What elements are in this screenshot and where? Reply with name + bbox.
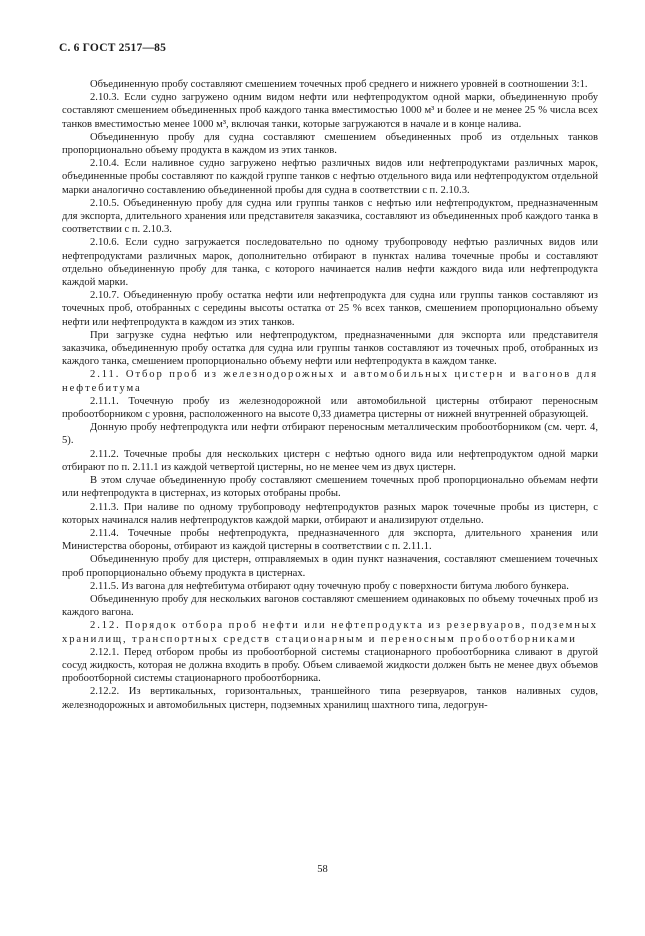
section-heading-2-12: 2.12. Порядок отбора проб нефти или нефтепродукта из резервуаров, подземных хранилищ, транспортных средств стационарным и переносным пробоотборниками xyxy=(62,620,598,645)
paragraph: 2.10.6. Если судно загружается последовательно по одному трубопроводу нефтью различных видов или нефтепродуктами различных марок, дополнительно отбирают в пунктах налива точечные пробы и составляют отдельно объединенную пробу для танка, с которого начинается налив нефти каждого вида или нефтепродукта каждой марки. xyxy=(62,237,598,289)
paragraph: 2.10.5. Объединенную пробу для судна или группы танков с нефтью или нефтепродуктом, предназначенным для экспорта, длительного хранения или представителя заказчика, составляют из объединенных проб каждого танка в соответствии с п. 2.10.3. xyxy=(62,197,598,236)
page-number: 58 xyxy=(317,864,328,875)
paragraph: 2.10.4. Если наливное судно загружено нефтью различных видов или нефтепродуктами различных марок, объединенные пробы составляют по каждой группе танков с нефтью отдельного вида или нефтепродуктом отдельной марки аналогично составлению объединенной пробы для судна в соответствии с п. 2.10.3. xyxy=(62,158,598,196)
paragraph: Объединенную пробу составляют смешением точечных проб среднего и нижнего уровней в соотношении 3:1. xyxy=(90,79,588,90)
paragraph: В этом случае объединенную пробу составляют смешением точечных проб пропорционально объемам нефти или нефтепродукта в цистернах, из которых отобраны пробы. xyxy=(62,475,598,500)
section-heading-2-11: 2.11. Отбор проб из железнодорожных и автомобильных цистерн и вагонов для нефтебитума xyxy=(62,369,598,394)
paragraph: Донную пробу нефтепродукта или нефти отбирают переносным металлическим пробоотборником (см. черт. 4, 5). xyxy=(62,422,598,447)
paragraph: 2.11.2. Точечные пробы для нескольких цистерн с нефтью одного вида или нефтепродуктом одной марки отбирают по п. 2.11.1 из каждой четвертой цистерны, но не менее чем из двух цистерн. xyxy=(62,448,598,473)
paragraph: 2.11.1. Точечную пробу из железнодорожной или автомобильной цистерны отбирают переносным пробоотборником с уровня, расположенного на высоте 0,33 диаметра цистерны от нижней внутренней образующей. xyxy=(62,395,598,421)
paragraph: 2.10.7. Объединенную пробу остатка нефти или нефтепродукта для судна или группы танков составляют из точечных проб, отобранных с середины высоты остатка от 25 % всех танков, смешением пропорционально объему нефти или нефтепродукта в каждом из этих танков. xyxy=(62,290,598,328)
document-body xyxy=(62,78,598,712)
paragraph: 2.12.1. Перед отбором пробы из пробоотборной системы стационарного пробоотборника сливают в другой сосуд жидкость, которая не должна входить в пробу. Объем сливаемой жидкости должен быть не менее двух объемов пробоотборной системы стационарного пробоотборника. xyxy=(62,646,598,685)
paragraph: При загрузке судна нефтью или нефтепродуктом, предназначенными для экспорта или представителя заказчика, объединенную пробу остатка для судна или группы танков составляют из точечных проб, отобранных из каждого танка, смешением пропорционально объему нефти или нефтепродукта в каждом танке. xyxy=(62,329,598,368)
paragraph: Объединенную пробу для судна составляют смешением объединенных проб из отдельных танков пропорционально объему продукта в каждом из этих танков. xyxy=(62,131,598,157)
paragraph: Объединенную пробу для цистерн, отправляемых в один пункт назначения, составляют смешением точечных проб пропорционально объему продукта в цистернах. xyxy=(62,554,598,579)
paragraph: 2.11.5. Из вагона для нефтебитума отбирают одну точечную пробу с поверхности битума любого бункера. xyxy=(90,580,569,592)
paragraph: Объединенную пробу для нескольких вагонов составляют смешением одинаковых по объему точечных проб из каждого вагона. xyxy=(62,593,598,619)
paragraph: 2.12.2. Из вертикальных, горизонтальных, траншейного типа резервуаров, танков наливных судов, железнодорожных и автомобильных цистерн, подземных хранилищ шахтного типа, ледогрун- xyxy=(62,686,598,711)
paragraph: 2.10.3. Если судно загружено одним видом нефти или нефтепродуктом одной марки, объединенную пробу составляют смешением объединенных проб каждого танка вместимостью 1000 м³ и более и не менее 25 % числа всех танков вместимостью менее 1000 м³, включая танки, которые загружаются в начале и в конце налива. xyxy=(62,92,598,130)
page-header: С. 6 ГОСТ 2517—85 xyxy=(59,42,167,54)
paragraph: 2.11.4. Точечные пробы нефтепродукта, предназначенного для экспорта, длительного хранения или Министерства обороны, отбирают из каждой цистерны в соответствии с п. 2.11.1. xyxy=(62,527,598,553)
paragraph: 2.11.3. При наливе по одному трубопроводу нефтепродуктов разных марок точечные пробы из цистерн, с которых начинался налив нефтепродуктов каждой марки, отбирают и анализируют отдельно. xyxy=(62,501,598,526)
